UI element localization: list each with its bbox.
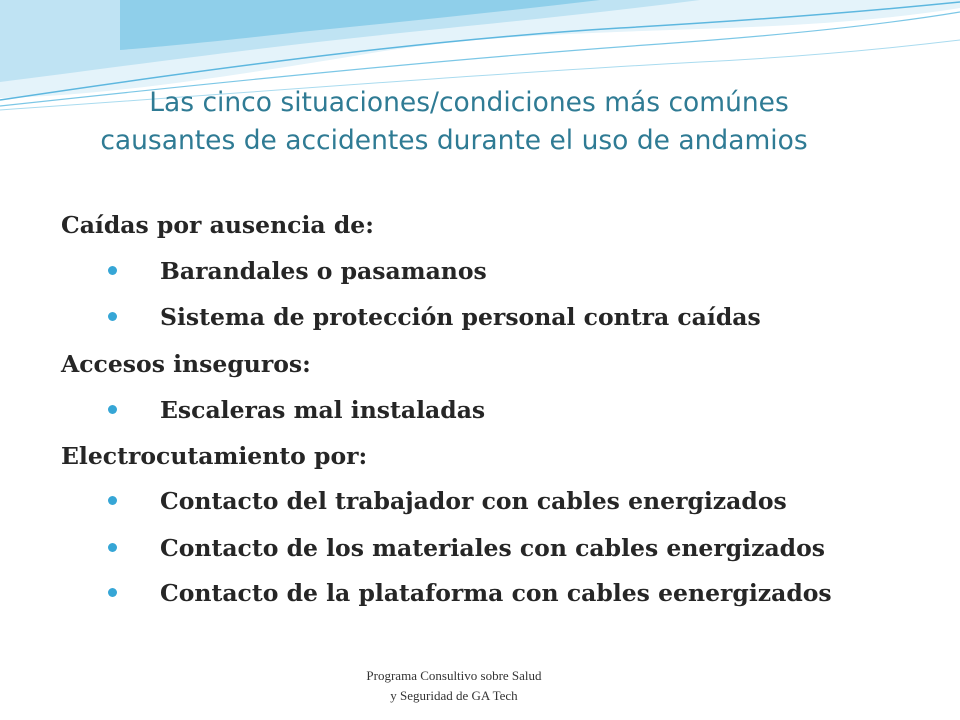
- list-item-text: Sistema de protección personal contra caídas: [160, 303, 761, 331]
- footer-line-1: Programa Consultivo sobre Salud: [366, 668, 542, 683]
- list-item: [108, 486, 787, 516]
- bullet-icon: [108, 543, 117, 552]
- list-item: [108, 578, 832, 608]
- list-item: [108, 533, 825, 563]
- list-item-text: Contacto de los materiales con cables energizados: [160, 534, 826, 562]
- section-heading-access: Accesos inseguros:: [61, 350, 311, 378]
- section-heading-electrocution: Electrocutamiento por:: [61, 442, 368, 470]
- slide-footer: [0, 666, 908, 706]
- list-item: [108, 395, 485, 425]
- list-item: [108, 256, 487, 286]
- bullet-icon: [108, 312, 117, 321]
- list-item-text: Contacto de la plataforma con cables eenergizados: [160, 579, 832, 607]
- list-item-text: Contacto del trabajador con cables energizados: [160, 487, 787, 515]
- footer-line-2: y Seguridad de GA Tech: [390, 688, 518, 703]
- bullet-icon: [108, 266, 117, 275]
- list-item: [108, 302, 761, 332]
- list-item-text: Barandales o pasamanos: [160, 257, 487, 285]
- bullet-icon: [108, 496, 117, 505]
- section-heading-falls: Caídas por ausencia de:: [61, 211, 374, 239]
- slide-title-line-1: Las cinco situaciones/condiciones más comúnes: [149, 87, 789, 118]
- bullet-icon: [108, 405, 117, 414]
- slide-title-line-2: causantes de accidentes durante el uso de andamios: [100, 125, 808, 156]
- list-item-text: Escaleras mal instaladas: [160, 396, 486, 424]
- bullet-icon: [108, 588, 117, 597]
